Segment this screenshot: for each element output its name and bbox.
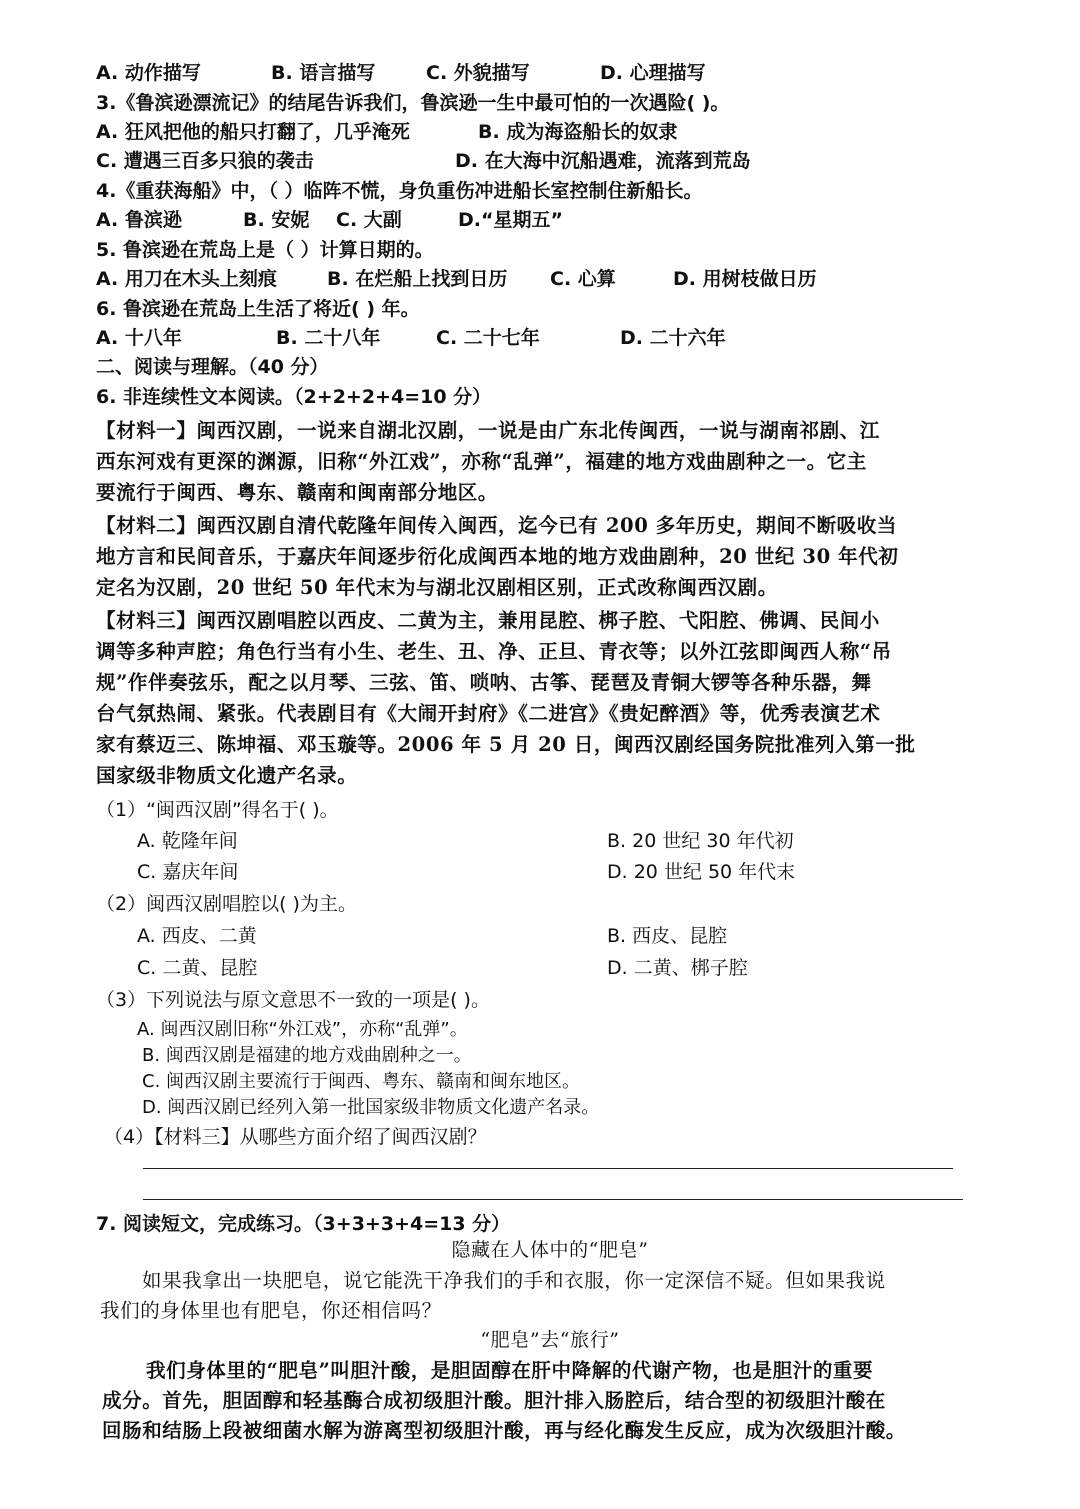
q2-option-a: A. 动作描写 bbox=[96, 62, 201, 84]
q4-stem: 4.《重获海船》中，（ ）临阵不慌，身负重伤冲进船长室控制住新船长。 bbox=[96, 180, 703, 202]
material3-line3: 规”作伴奏弦乐，配之以月琴、三弦、笛、唢呐、古筝、琵琶及青铜大锣等各种乐器，舞 bbox=[96, 671, 872, 694]
q6-sub4-stem: （4）【材料三】从哪些方面介绍了闽西汉剧？ bbox=[104, 1126, 487, 1148]
article-title: 隐藏在人体中的“肥皂” bbox=[451, 1239, 649, 1261]
q5-option-a: A. 用刀在木头上刻痕 bbox=[96, 268, 277, 290]
q2-option-b: B. 语言描写 bbox=[271, 62, 376, 84]
material1-line1: 【材料一】闽西汉剧，一说来自湖北汉剧，一说是由广东北传闽西，一说与湖南祁剧、江 bbox=[96, 419, 880, 442]
q6-sub1-option-d: D. 20 世纪 50 年代末 bbox=[607, 861, 796, 883]
material1-line2: 西东河戏有更深的渊源，旧称“外江戏”，亦称“乱弹”，福建的地方戏曲剧种之一。它主 bbox=[96, 450, 867, 473]
q6-sub1-option-c: C. 嘉庆年间 bbox=[137, 861, 239, 883]
section2-title: 二、阅读与理解。（40 分） bbox=[96, 356, 329, 378]
material2-line1: 【材料二】闽西汉剧自清代乾隆年间传入闽西，迄今已有 200 多年历史，期间不断吸收当 bbox=[96, 514, 897, 537]
q5-option-c: C. 心算 bbox=[550, 268, 616, 290]
article-para2-line1: 我们身体里的“肥皂”叫胆汁酸，是胆固醇在肝中降解的代谢产物，也是胆汁的重要 bbox=[146, 1359, 874, 1382]
q6-sub2-option-c: C. 二黄、昆腔 bbox=[137, 957, 258, 979]
q3-option-c: C. 遭遇三百多只狼的袭击 bbox=[96, 150, 314, 172]
q5-option-d: D. 用树枝做日历 bbox=[673, 268, 817, 290]
material2-line2: 地方言和民间音乐，于嘉庆年间逐步衍化成闽西本地的地方戏曲剧种，20 世纪 30 年代初 bbox=[96, 545, 899, 568]
q6-sub2-option-b: B. 西皮、昆腔 bbox=[607, 925, 728, 947]
article-para1-line1: 如果我拿出一块肥皂，说它能洗干净我们的手和衣服，你一定深信不疑。但如果我说 bbox=[142, 1269, 886, 1292]
q6-sub1-stem: （1）“闽西汉剧”得名于( )。 bbox=[96, 799, 339, 821]
q6a-stem: 6. 鲁滨逊在荒岛上生活了将近( ) 年。 bbox=[96, 298, 420, 320]
q4-option-d: D.“星期五” bbox=[458, 209, 563, 231]
q3-option-b: B. 成为海盗船长的奴隶 bbox=[478, 121, 678, 143]
q4-option-a: A. 鲁滨逊 bbox=[96, 209, 182, 231]
q3-option-d: D. 在大海中沉船遇难，流落到荒岛 bbox=[455, 150, 751, 172]
answer-line-1[interactable] bbox=[143, 1168, 953, 1169]
q2-option-d: D. 心理描写 bbox=[600, 62, 706, 84]
material3-line2: 调等多种声腔；角色行当有小生、老生、丑、净、正旦、青衣等；以外江弦即闽西人称“吊 bbox=[96, 640, 892, 663]
article-para2-line3: 回肠和结肠上段被细菌水解为游离型初级胆汁酸，再与经化酶发生反应，成为次级胆汁酸。 bbox=[102, 1419, 907, 1442]
material3-line5: 家有蔡迈三、陈坤福、邓玉璇等。2006 年 5 月 20 日，闽西汉剧经国务院批准列入第一批 bbox=[96, 733, 916, 756]
material2-line3: 定名为汉剧，20 世纪 50 年代末为与湖北汉剧相区别，正式改称闽西汉剧。 bbox=[96, 576, 778, 599]
answer-line-2[interactable] bbox=[143, 1199, 963, 1200]
article-subtitle: “肥皂”去“旅行” bbox=[480, 1329, 620, 1351]
q6a-option-a: A. 十八年 bbox=[96, 327, 182, 349]
q6a-option-d: D. 二十六年 bbox=[620, 327, 726, 349]
q6-sub2-option-d: D. 二黄、梆子腔 bbox=[607, 957, 748, 979]
q6-sub2-stem: （2）闽西汉剧唱腔以( )为主。 bbox=[96, 893, 357, 915]
q3-stem: 3.《鲁滨逊漂流记》的结尾告诉我们，鲁滨逊一生中最可怕的一次遇险( )。 bbox=[96, 92, 730, 114]
q6-sub2-option-a: A. 西皮、二黄 bbox=[137, 925, 257, 947]
q6a-option-c: C. 二十七年 bbox=[436, 327, 540, 349]
q2-option-c: C. 外貌描写 bbox=[426, 62, 530, 84]
q5-option-b: B. 在烂船上找到日历 bbox=[327, 268, 508, 290]
q7-title: 7. 阅读短文，完成练习。（3+3+3+4=13 分） bbox=[96, 1213, 511, 1235]
q6-sub3-option-d: D. 闽西汉剧已经列入第一批国家级非物质文化遗产名录。 bbox=[142, 1097, 600, 1118]
q3-option-a: A. 狂风把他的船只打翻了，几乎淹死 bbox=[96, 121, 410, 143]
q6-sub3-option-c: C. 闽西汉剧主要流行于闽西、粤东、赣南和闽东地区。 bbox=[142, 1071, 581, 1092]
material3-line4: 台气氛热闹、紧张。代表剧目有《大闹开封府》《二进宫》《贵妃醉酒》等，优秀表演艺术 bbox=[96, 702, 881, 725]
q4-option-b: B. 安妮 bbox=[243, 209, 310, 231]
article-para2-line2: 成分。首先，胆固醇和轻基酶合成初级胆汁酸。胆汁排入肠腔后，结合型的初级胆汁酸在 bbox=[102, 1389, 886, 1412]
q6-sub1-option-b: B. 20 世纪 30 年代初 bbox=[607, 830, 794, 852]
q6-title: 6. 非连续性文本阅读。（2+2+2+4=10 分） bbox=[96, 386, 492, 408]
q6-sub3-option-a: A. 闽西汉剧旧称“外江戏”，亦称“乱弹”。 bbox=[137, 1019, 468, 1040]
q6-sub1-option-a: A. 乾隆年间 bbox=[137, 830, 238, 852]
article-para1-line2: 我们的身体里也有肥皂，你还相信吗？ bbox=[100, 1299, 442, 1322]
q5-stem: 5. 鲁滨逊在荒岛上是（ ）计算日期的。 bbox=[96, 239, 434, 261]
q6-sub3-option-b: B. 闽西汉剧是福建的地方戏曲剧种之一。 bbox=[142, 1045, 472, 1066]
q4-option-c: C. 大副 bbox=[336, 209, 402, 231]
material1-line3: 要流行于闽西、粤东、赣南和闽南部分地区。 bbox=[96, 481, 499, 504]
q6-sub3-stem: （3）下列说法与原文意思不一致的一项是( )。 bbox=[96, 989, 490, 1011]
material3-line6: 国家级非物质文化遗产名录。 bbox=[96, 764, 358, 787]
material3-line1: 【材料三】闽西汉剧唱腔以西皮、二黄为主，兼用昆腔、梆子腔、弋阳腔、佛调、民间小 bbox=[96, 609, 880, 632]
q6a-option-b: B. 二十八年 bbox=[276, 327, 381, 349]
